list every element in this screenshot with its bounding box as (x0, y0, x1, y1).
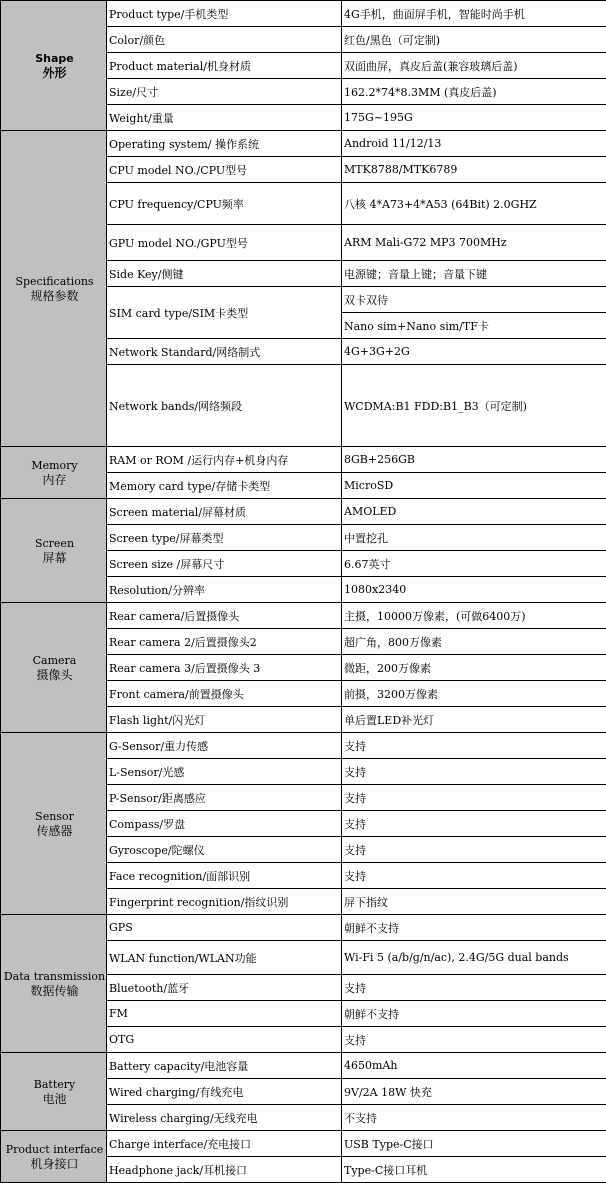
param-name: L-Sensor/光感 (107, 759, 342, 785)
param-name: Side Key/侧键 (107, 261, 342, 287)
param-value: 单后置LED补光灯 (342, 707, 606, 733)
param-value: 支持 (342, 759, 606, 785)
param-value: 中置挖孔 (342, 525, 606, 551)
param-name: Product material/机身材质 (107, 53, 342, 79)
section-label-zh: 内存 (3, 473, 106, 487)
section-label-zh: 传感器 (3, 824, 106, 838)
param-value: 朝鲜不支持 (342, 915, 606, 941)
section-label (1, 1, 107, 131)
param-name: WLAN function/WLAN功能 (107, 941, 342, 975)
param-value: 9V/2A 18W 快充 (342, 1079, 606, 1105)
param-value: 前摄，3200万像素 (342, 681, 606, 707)
param-value: 162.2*74*8.3MM (真皮后盖) (342, 79, 606, 105)
param-value: 电源键；音量上键；音量下键 (342, 261, 606, 287)
param-name: Network bands/网络频段 (107, 365, 342, 447)
param-name: Color/颜色 (107, 27, 342, 53)
param-value: USB Type-C接口 (342, 1131, 606, 1157)
section-label-en: Memory (3, 459, 106, 473)
param-name: CPU frequency/CPU频率 (107, 183, 342, 225)
param-value: 双面曲屏，真皮后盖(兼容玻璃后盖) (342, 53, 606, 79)
param-value: 主摄，10000万像素，(可做6400万) (342, 603, 606, 629)
table-row (1, 915, 606, 941)
param-name: Face recognition/面部识别 (107, 863, 342, 889)
section-label-zh: 电池 (3, 1092, 106, 1106)
param-name: G-Sensor/重力传感 (107, 733, 342, 759)
section-label-en: Battery (3, 1078, 106, 1092)
param-name: Rear camera/后置摄像头 (107, 603, 342, 629)
param-value: 支持 (342, 733, 606, 759)
param-value: 支持 (342, 1027, 606, 1053)
param-value: WCDMA:B1 FDD:B1_B3（可定制) (342, 365, 606, 447)
param-name: Front camera/前置摄像头 (107, 681, 342, 707)
param-name: SIM card type/SIM卡类型 (107, 287, 342, 339)
param-name: Gyroscope/陀螺仪 (107, 837, 342, 863)
param-value: MTK8788/MTK6789 (342, 157, 606, 183)
param-name: Operating system/ 操作系统 (107, 131, 342, 157)
section-label (1, 1131, 107, 1183)
param-value: 4650mAh (342, 1053, 606, 1079)
section-label-en: Shape (3, 52, 106, 66)
section-label-en: Data transmission (3, 970, 106, 984)
param-name: Headphone jack/耳机接口 (107, 1157, 342, 1183)
param-name: P-Sensor/距离感应 (107, 785, 342, 811)
section-label (1, 131, 107, 447)
param-value: ARM Mali-G72 MP3 700MHz (342, 225, 606, 261)
param-value: 支持 (342, 975, 606, 1001)
section-label-zh: 外形 (3, 66, 106, 80)
section-label (1, 733, 107, 915)
section-label-zh: 机身接口 (3, 1157, 106, 1171)
param-value: 8GB+256GB (342, 447, 606, 473)
param-value: 175G~195G (342, 105, 606, 131)
param-value: Wi-Fi 5 (a/b/g/n/ac), 2.4G/5G dual bands (342, 941, 606, 975)
section-label-en: Specifications (3, 275, 106, 289)
param-name: Battery capacity/电池容量 (107, 1053, 342, 1079)
param-value: 超广角，800万像素 (342, 629, 606, 655)
param-value: 4G手机，曲面屏手机，智能时尚手机 (342, 1, 606, 27)
table-row (1, 447, 606, 473)
section-label (1, 1053, 107, 1131)
param-name: Fingerprint recognition/指纹识别 (107, 889, 342, 915)
param-value: 屏下指纹 (342, 889, 606, 915)
param-name: FM (107, 1001, 342, 1027)
param-name: Wireless charging/无线充电 (107, 1105, 342, 1131)
section-label-en: Product interface (3, 1143, 106, 1157)
param-name: GPU model NO./GPU型号 (107, 225, 342, 261)
section-label-zh: 屏幕 (3, 551, 106, 565)
table-row (1, 1053, 606, 1079)
param-name: GPS (107, 915, 342, 941)
param-name: Screen material/屏幕材质 (107, 499, 342, 525)
param-value: Nano sim+Nano sim/TF卡 (342, 313, 606, 339)
table-row (1, 499, 606, 525)
param-name: RAM or ROM /运行内存+机身内存 (107, 447, 342, 473)
param-name: Charge interface/充电接口 (107, 1131, 342, 1157)
param-value: 支持 (342, 837, 606, 863)
param-name: Flash light/闪光灯 (107, 707, 342, 733)
section-label (1, 499, 107, 603)
param-value: 不支持 (342, 1105, 606, 1131)
param-name: Size/尺寸 (107, 79, 342, 105)
param-name: Weight/重量 (107, 105, 342, 131)
section-label (1, 915, 107, 1053)
section-label-en: Camera (3, 654, 106, 668)
section-label-zh: 摄像头 (3, 668, 106, 682)
section-label-en: Sensor (3, 810, 106, 824)
table-row (1, 131, 606, 157)
param-name: Rear camera 3/后置摄像头 3 (107, 655, 342, 681)
param-value: 支持 (342, 785, 606, 811)
param-value: 红色/黑色（可定制) (342, 27, 606, 53)
param-value: 八核 4*A73+4*A53 (64Bit) 2.0GHZ (342, 183, 606, 225)
param-name: Rear camera 2/后置摄像头2 (107, 629, 342, 655)
param-name: Screen type/屏幕类型 (107, 525, 342, 551)
param-value: AMOLED (342, 499, 606, 525)
param-value: 朝鲜不支持 (342, 1001, 606, 1027)
param-name: Screen size /屏幕尺寸 (107, 551, 342, 577)
param-name: Compass/罗盘 (107, 811, 342, 837)
section-label-en: Screen (3, 537, 106, 551)
param-value: 双卡双待 (342, 287, 606, 313)
param-value: 6.67英寸 (342, 551, 606, 577)
param-name: Wired charging/有线充电 (107, 1079, 342, 1105)
param-value: Android 11/12/13 (342, 131, 606, 157)
param-value: 支持 (342, 811, 606, 837)
section-label-zh: 数据传输 (3, 984, 106, 998)
param-name: Resolution/分辨率 (107, 577, 342, 603)
param-value: MicroSD (342, 473, 606, 499)
param-value: 1080x2340 (342, 577, 606, 603)
param-value: 支持 (342, 863, 606, 889)
param-value: 4G+3G+2G (342, 339, 606, 365)
table-row (1, 733, 606, 759)
param-name: OTG (107, 1027, 342, 1053)
section-label-zh: 规格参数 (3, 289, 106, 303)
param-name: Bluetooth/蓝牙 (107, 975, 342, 1001)
table-row (1, 603, 606, 629)
param-name: Product type/手机类型 (107, 1, 342, 27)
param-value: 微距，200万像素 (342, 655, 606, 681)
param-name: CPU model NO./CPU型号 (107, 157, 342, 183)
table-row (1, 1, 606, 27)
param-name: Network Standard/网络制式 (107, 339, 342, 365)
param-name: Memory card type/存储卡类型 (107, 473, 342, 499)
param-value: Type-C接口耳机 (342, 1157, 606, 1183)
section-label (1, 447, 107, 499)
table-row (1, 1131, 606, 1157)
section-label (1, 603, 107, 733)
